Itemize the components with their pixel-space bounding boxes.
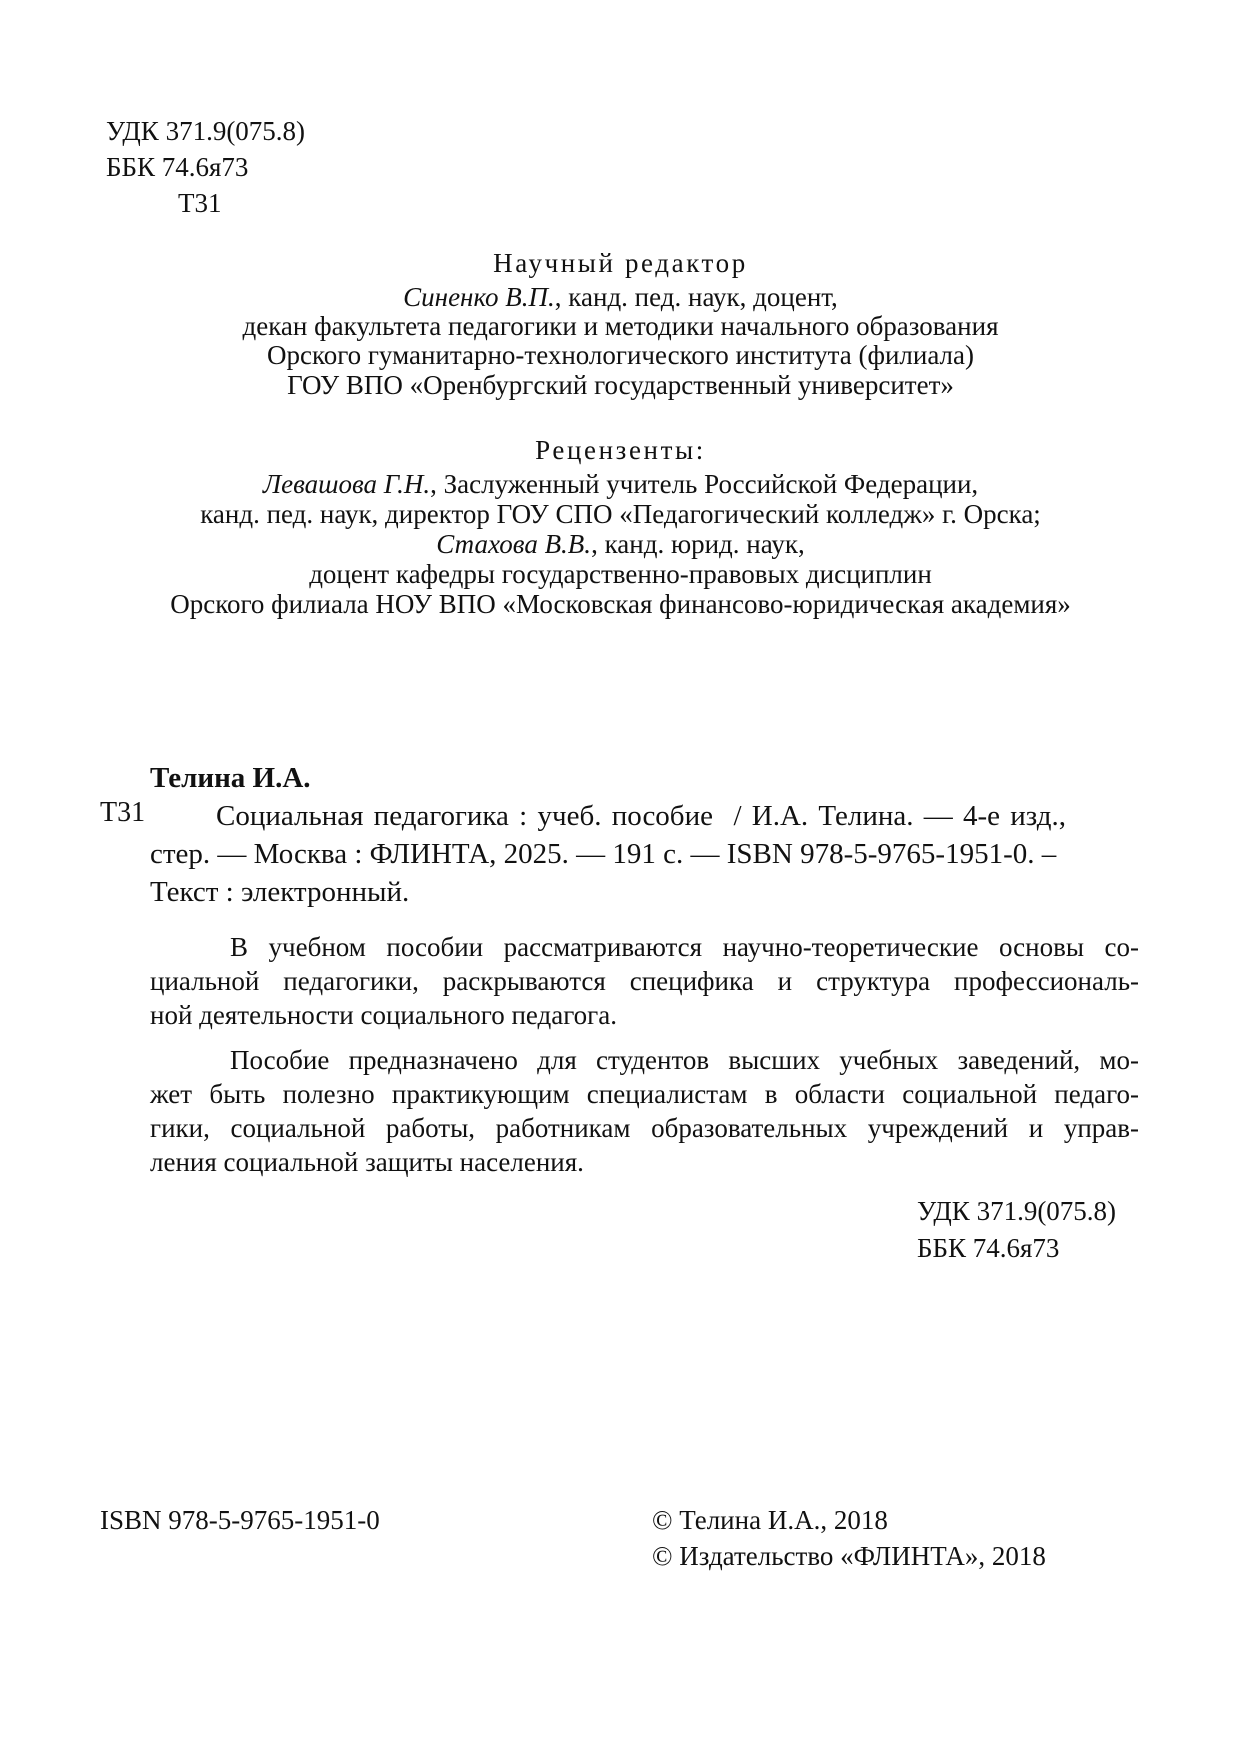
reviewer-2-line-1 — [0, 529, 1241, 560]
editor-line-3: Орского гуманитарно-технологического института (филиала) — [266, 340, 975, 370]
record-author-mark: Т31 — [100, 797, 146, 828]
editor-line-2: декан факультета педагогики и методики начального образования — [242, 311, 999, 341]
editor-name: Синенко В.П. — [403, 282, 555, 312]
editor-line-1 — [0, 282, 1241, 313]
annotation-p1-line-2: циальной педагогики, раскрываются специфика и структура профессиональ- — [150, 966, 1139, 996]
reviewer-2-name: Стахова В.В. — [436, 529, 592, 559]
reviewer-1-name: Левашова Г.Н. — [262, 469, 431, 499]
record-line-1: Социальная педагогика : учеб. пособие / И.А. Телина. — 4-е изд., — [216, 800, 1066, 832]
annotation-p2-line-4: ления социальной защиты населения. — [150, 1147, 584, 1177]
record-line-2: стер. — Москва : ФЛИНТА, 2025. — 191 с. — ISBN 978-5-9765-1951-0. – — [150, 838, 1057, 870]
bbk-index-bottom: ББК 74.6я73 — [917, 1233, 1060, 1263]
udk-index-bottom: УДК 371.9(075.8) — [917, 1196, 1117, 1226]
isbn: ISBN 978-5-9765-1951-0 — [100, 1505, 380, 1535]
reviewer-2-line-2: доцент кафедры государственно-правовых дисциплин — [309, 559, 932, 589]
annotation-p2-line-3: гики, социальной работы, работникам образовательных учреждений и управ- — [150, 1113, 1139, 1143]
annotation-p1-line-3: ной деятельности социального педагога. — [150, 1000, 617, 1030]
reviewer-2-line-3: Орского филиала НОУ ВПО «Московская финансово-юридическая академия» — [170, 589, 1071, 619]
udk-index: УДК 371.9(075.8) — [106, 116, 306, 146]
author-mark: Т31 — [178, 188, 222, 218]
record-line-3: Текст : электронный. — [150, 876, 410, 908]
annotation-p1-line-1: В учебном пособии рассматриваются научно-теоретические основы со- — [230, 932, 1139, 962]
reviewers-heading: Рецензенты: — [535, 435, 706, 465]
record-author: Телина И.А. — [150, 762, 311, 794]
annotation-p2-line-1: Пособие предназначено для студентов высших учебных заведений, мо- — [230, 1045, 1139, 1075]
bbk-index: ББК 74.6я73 — [106, 152, 249, 182]
copyright-publisher: © Издательство «ФЛИНТА», 2018 — [652, 1541, 1046, 1571]
editor-title: , канд. пед. наук, доцент, — [554, 282, 838, 312]
reviewer-1-line-1 — [0, 469, 1241, 500]
editor-heading: Научный редактор — [493, 248, 748, 278]
editor-line-4: ГОУ ВПО «Оренбургский государственный университет» — [287, 370, 954, 400]
annotation-p2-line-2: жет быть полезно практикующим специалистам в области социальной педаго- — [150, 1079, 1139, 1109]
reviewer-2-title: , канд. юрид. наук, — [591, 529, 805, 559]
reviewer-1-title: , Заслуженный учитель Российской Федерации, — [430, 469, 979, 499]
copyright-author: © Телина И.А., 2018 — [652, 1505, 888, 1535]
reviewer-1-line-2: канд. пед. наук, директор ГОУ СПО «Педагогический колледж» г. Орска; — [200, 499, 1041, 529]
